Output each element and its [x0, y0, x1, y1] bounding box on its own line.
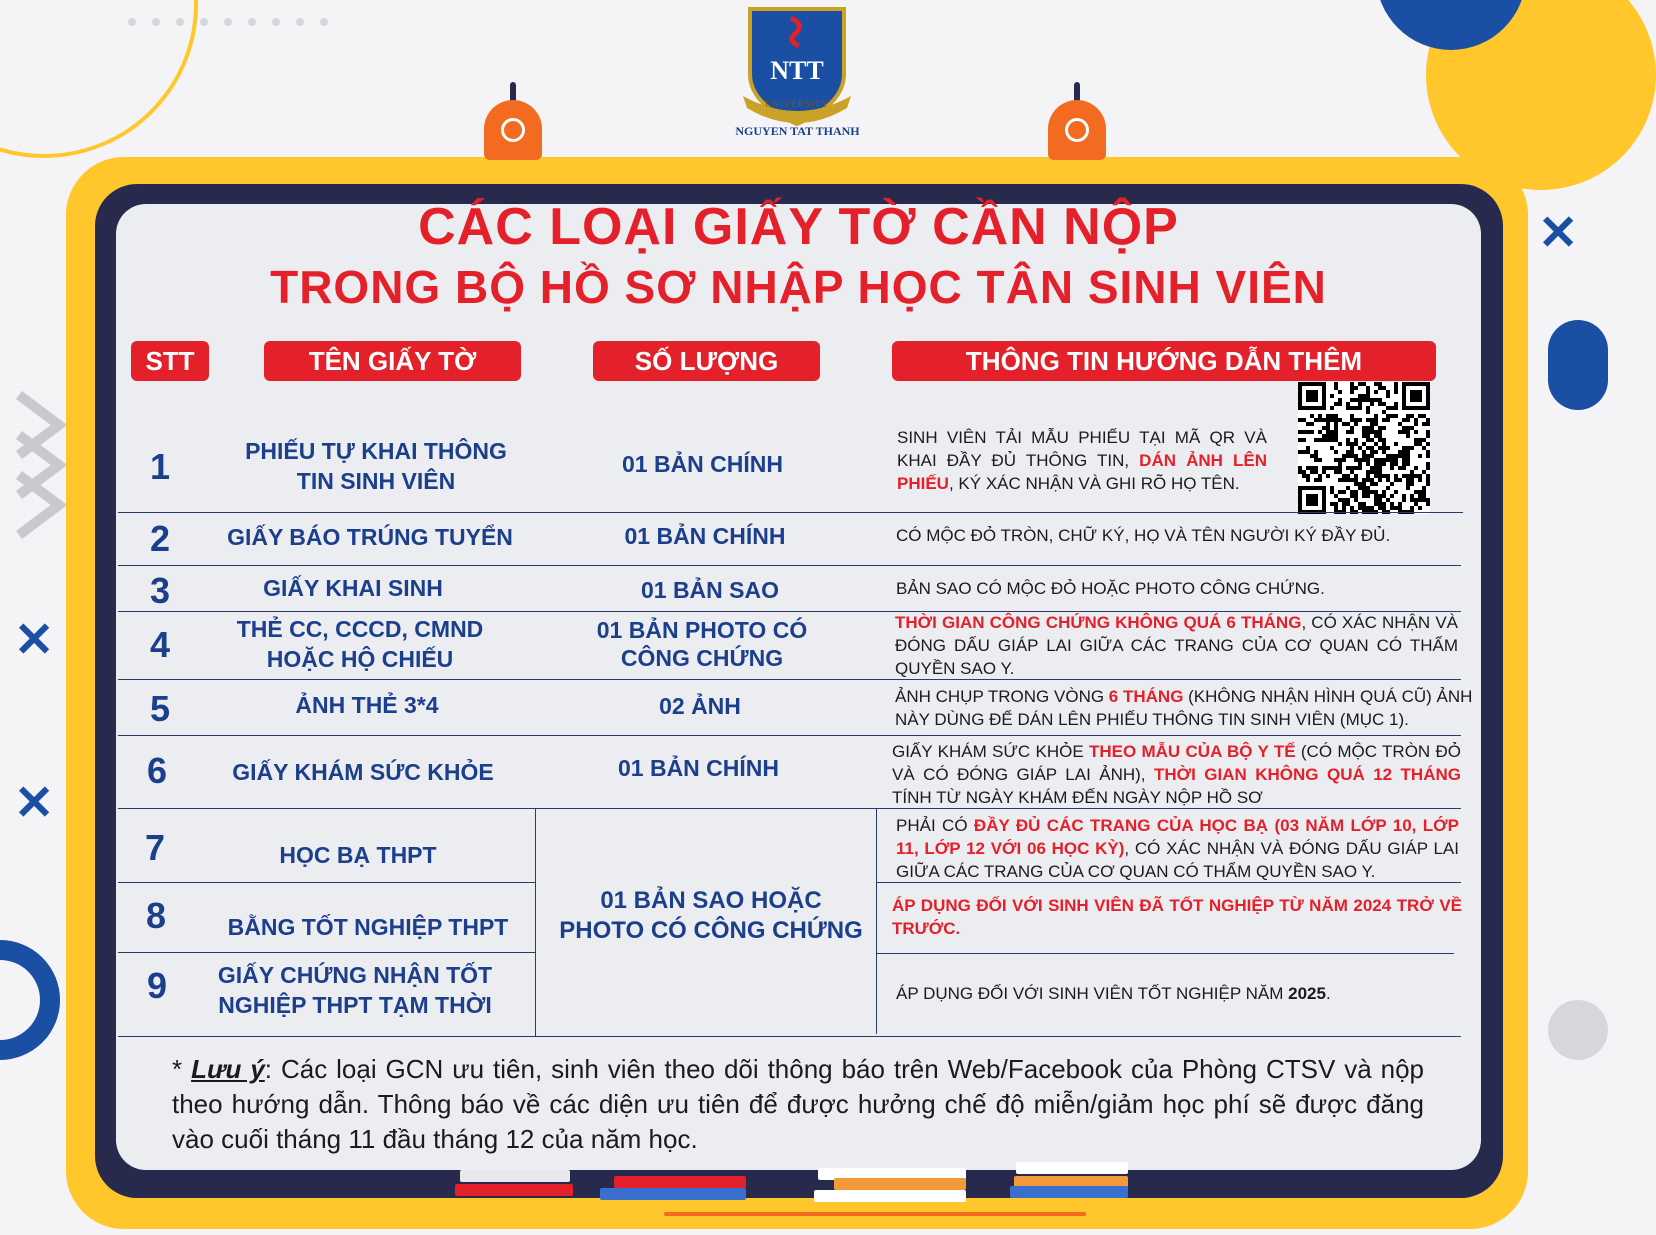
info-text: , CÓ XÁC NHẬN VÀ ĐÓNG DẤU GIÁP LAI GIỮA CÁC TRANG CỦA CƠ QUAN CÓ THẨM QUYỀN SAO Y.: [895, 613, 1458, 678]
document-name: HỌC BẠ THPT: [279, 842, 437, 868]
document-qty: 01 BẢN SAO: [640, 577, 780, 603]
row-number: 7: [144, 827, 166, 868]
logo-arc-text: UNIVERSITY: [765, 99, 829, 109]
page-title: CÁC LOẠI GIẤY TỜ CẦN NỘP: [418, 198, 1179, 256]
row-number: 6: [146, 750, 168, 791]
row-number: 9: [146, 965, 168, 1006]
info-text: GIẤY KHÁM SỨC KHỎE: [892, 742, 1089, 761]
decor-ring-blue: [0, 940, 60, 1060]
row-divider: [118, 512, 1463, 513]
row-divider: [118, 1036, 1461, 1037]
header-stt: STT: [131, 341, 209, 381]
col-divider: [535, 808, 536, 1036]
logo-letters: NTT: [770, 56, 824, 85]
row-divider: [876, 953, 1454, 954]
info-text: (CÓ MỘC TRÒN ĐỎ VÀ CÓ ĐÓNG GIÁP LAI ẢNH),: [892, 742, 1461, 784]
document-info: [892, 894, 1462, 940]
page-subtitle: TRONG BỘ HỒ SƠ NHẬP HỌC TÂN SINH VIÊN: [270, 261, 1327, 313]
pin-left: [484, 100, 542, 160]
document-qty: 01 BẢN CHÍNH: [617, 755, 780, 781]
chalk-piece: [614, 1176, 746, 1188]
document-info: [895, 685, 1475, 731]
row-number: 8: [145, 895, 167, 936]
row-divider: [118, 952, 535, 953]
header-name: TÊN GIẤY TỜ: [264, 341, 521, 381]
pin-right: [1048, 100, 1106, 160]
document-qty: 01 BẢN CHÍNH: [624, 523, 786, 549]
info-text: (KHÔNG NHẬN HÌNH QUÁ CŨ) ẢNH NÀY DÙNG ĐỂ DÁN LÊN PHIẾU THÔNG TIN SINH VIÊN (MỤC 1).: [895, 687, 1473, 729]
document-name: GIẤY KHÁM SỨC KHỎE: [232, 759, 494, 785]
info-text: , CÓ XÁC NHẬN VÀ ĐÓNG DẤU GIÁP LAI GIỮA CÁC TRANG CỦA CƠ QUAN CÓ THẨM QUYỀN SAO Y.: [896, 839, 1459, 881]
info-highlight: THEO MẪU CỦA BỘ Y TẾ: [1088, 742, 1296, 761]
row-number: 1: [149, 446, 171, 487]
chalk-piece: [460, 1170, 570, 1182]
document-info: [895, 611, 1458, 680]
note-text: : Các loại GCN ưu tiên, sinh viên theo dõi thông báo trên Web/Facebook của Phòng CTSV và nộp theo hướng dẫn. Thông báo về các diện ưu tiên để được hưởng chế độ miễn/giảm học phí sẽ được đăng vào cuối tháng 11 đầu tháng 12 của năm học.: [172, 1054, 1425, 1154]
info-text: PHẢI CÓ: [896, 816, 974, 835]
info-highlight: DÁN ẢNH LÊN PHIẾU: [897, 451, 1267, 493]
info-highlight: 6 THÁNG: [1108, 687, 1184, 706]
chalk-piece: [834, 1178, 966, 1190]
info-text: 2025: [1288, 984, 1326, 1003]
info-text: ẢNH CHỤP TRONG VÒNG: [895, 687, 1109, 706]
row-divider: [118, 735, 1461, 736]
row-number: 4: [149, 624, 171, 665]
document-name: GIẤY CHỨNG NHẬN TỐT NGHIỆP THPT TẠM THỜI: [217, 962, 493, 1018]
chalk-piece: [1016, 1162, 1128, 1174]
document-info: [892, 740, 1461, 809]
decor-x-icon: ✕: [1538, 207, 1579, 260]
decor-dots: [128, 12, 328, 32]
qr-code[interactable]: [1298, 382, 1430, 514]
chalk-piece: [600, 1188, 746, 1200]
info-text: ÁP DỤNG ĐỐI VỚI SINH VIÊN TỐT NGHIỆP NĂM: [896, 984, 1289, 1003]
row-number: 2: [149, 518, 171, 559]
note-prefix: *: [172, 1054, 192, 1084]
col-divider: [876, 808, 877, 1034]
row-divider: [118, 565, 1461, 566]
document-name: GIẤY KHAI SINH: [263, 575, 443, 601]
info-highlight: THỜI GIAN CÔNG CHỨNG KHÔNG QUÁ 6 THÁNG: [895, 613, 1302, 632]
university-logo: [725, 4, 870, 140]
document-name: THẺ CC, CCCD, CMND HOẶC HỘ CHIẾU: [236, 616, 484, 672]
document-qty: 01 BẢN CHÍNH: [621, 451, 784, 477]
info-text: BẢN SAO CÓ MỘC ĐỎ HOẶC PHOTO CÔNG CHỨNG.: [896, 579, 1325, 598]
document-name: ẢNH THẺ 3*4: [295, 692, 439, 718]
decor-circle-gray: [1548, 1000, 1608, 1060]
info-text: .: [1325, 984, 1331, 1003]
info-text: CÓ MỘC ĐỎ TRÒN, CHỮ KÝ, HỌ VÀ TÊN NGƯỜI KÝ ĐẦY ĐỦ.: [896, 526, 1391, 545]
info-highlight: ĐẦY ĐỦ CÁC TRANG CỦA HỌC BẠ (03 NĂM LỚP 10, LỚP 11, LỚP 12 VỚI 06 HỌC KỲ): [896, 816, 1460, 858]
decor-chevrons: [14, 390, 74, 540]
decor-x-icon: ✕: [14, 777, 55, 830]
row-number: 5: [149, 688, 171, 729]
document-info: [896, 577, 1416, 600]
document-qty: 02 ẢNH: [659, 693, 741, 719]
info-highlight: THỜI GIAN KHÔNG QUÁ 12 THÁNG: [1153, 765, 1461, 784]
row-number: 3: [149, 570, 171, 611]
chalk-piece: [814, 1190, 966, 1202]
info-text: , KÝ XÁC NHẬN VÀ GHI RÕ HỌ TÊN.: [948, 474, 1240, 493]
document-info: [896, 814, 1459, 883]
chalk-piece: [455, 1184, 573, 1196]
document-name: GIẤY BÁO TRÚNG TUYỂN: [227, 524, 513, 550]
note-paragraph: [172, 1052, 1424, 1157]
info-text: TÍNH TỪ NGÀY KHÁM ĐẾN NGÀY NỘP HỒ SƠ: [892, 788, 1263, 807]
logo-name: NGUYEN TAT THANH: [735, 124, 860, 138]
document-qty-shared: 01 BẢN SAO HOẶC PHOTO CÓ CÔNG CHỨNG: [559, 887, 863, 944]
document-info: [897, 426, 1267, 495]
board-ledge: [664, 1212, 1086, 1216]
document-info: [896, 982, 1416, 1005]
document-name: PHIẾU TỰ KHAI THÔNG TIN SINH VIÊN: [245, 438, 507, 494]
decor-pill-blue: [1548, 320, 1608, 410]
note-label: Lưu ý: [191, 1054, 265, 1084]
chalk-piece: [1010, 1186, 1128, 1198]
info-highlight: ÁP DỤNG ĐỐI VỚI SINH VIÊN ĐÃ TỐT NGHIỆP TỪ NĂM 2024 TRỞ VỀ TRƯỚC.: [892, 896, 1462, 938]
document-name: BẰNG TỐT NGHIỆP THPT: [227, 914, 509, 940]
info-text: SINH VIÊN TẢI MẪU PHIẾU TẠI MÃ QR VÀ KHAI ĐẦY ĐỦ THÔNG TIN,: [897, 428, 1267, 470]
document-info: [896, 524, 1416, 547]
header-info: THÔNG TIN HƯỚNG DẪN THÊM: [892, 341, 1436, 381]
document-qty: 01 BẢN PHOTO CÓ CÔNG CHỨNG: [596, 617, 808, 671]
row-divider: [118, 882, 535, 883]
header-qty: SỐ LƯỢNG: [593, 341, 820, 381]
decor-x-icon: ✕: [14, 614, 55, 667]
